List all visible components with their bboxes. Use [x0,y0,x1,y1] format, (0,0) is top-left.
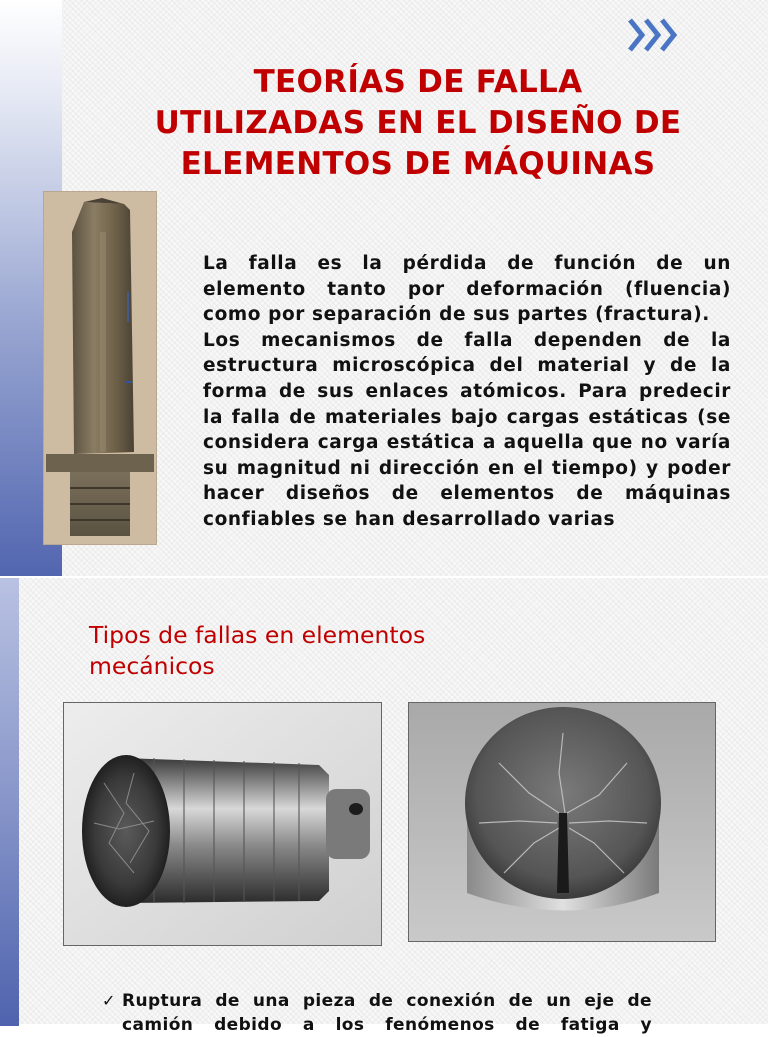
paragraph: La falla es la pérdida de función de un elemento tanto por deformación (fluencia) como por separación de sus partes (fractura). [203,253,731,326]
fractured-shaft-cross-section-photo [408,702,716,942]
title-line: TEORÍAS DE FALLA [253,64,583,100]
slide-subtitle [89,620,569,682]
bullet-text: Ruptura de una pieza de conexión de un eje de camión debido a los fenómenos de fatiga y [122,991,652,1035]
title-line: UTILIZADAS EN EL DISEÑO DE [154,105,682,141]
checkmark-icon: ✓ [102,991,116,1010]
turbine-blade-photo [44,192,156,544]
chevron-right-triple-icon[interactable] [626,14,686,56]
subtitle-line: mecánicos [89,652,215,680]
title-line: ELEMENTOS DE MÁQUINAS [180,146,656,182]
slide-title [118,62,718,185]
body-text [203,251,731,575]
slide-2 [0,576,768,1035]
fractured-splined-shaft-photo [63,702,382,946]
side-accent-bar [0,578,19,1026]
subtitle-line: Tipos de fallas en elementos [89,621,426,649]
paragraph: Los mecanismos de falla dependen de la estructura microscópica del material y de la forma de sus enlaces atómicos. Para predecir la falla de materiales bajo cargas estáticas (se considera carga estática a aquella que no varía su magnitud ni dirección en el tiempo) y poder hacer diseños de elementos de máquinas confiables se han desarrollado varias [203,329,731,530]
bullet-item [102,989,652,1035]
